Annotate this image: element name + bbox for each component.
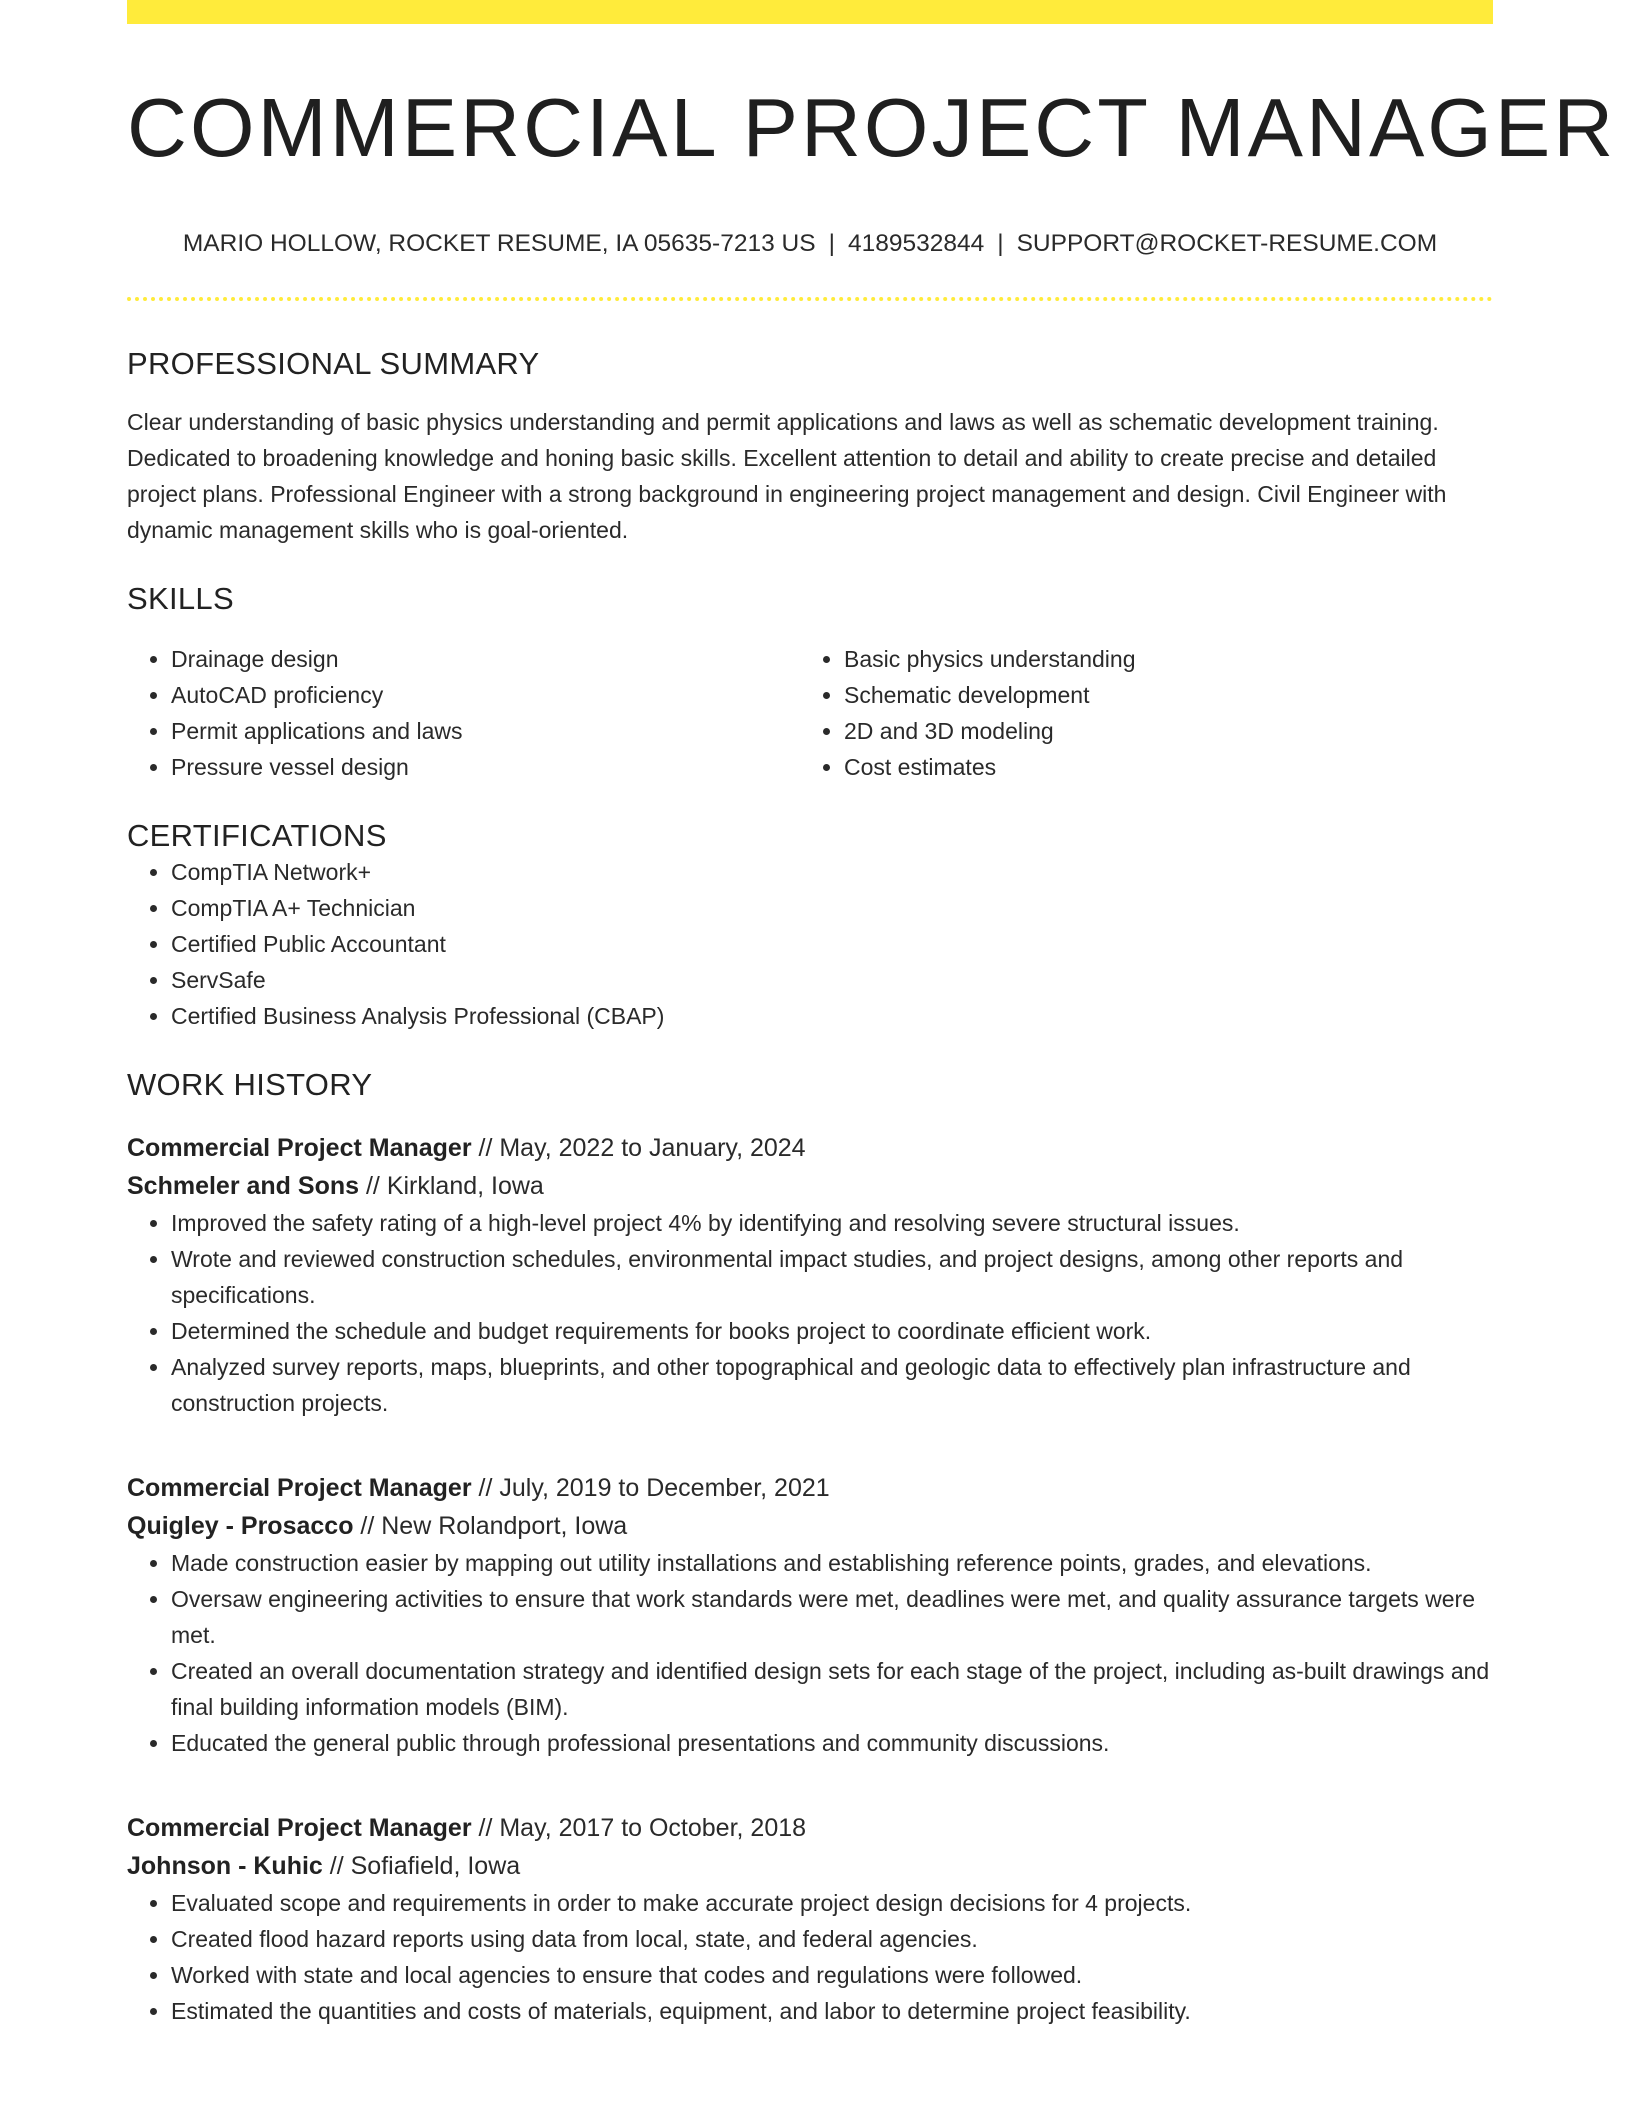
contact-email: SUPPORT@ROCKET-RESUME.COM bbox=[1016, 230, 1438, 258]
job-entry bbox=[127, 1129, 1493, 1421]
job-title-line bbox=[127, 1809, 1493, 1847]
contact-separator: | bbox=[997, 230, 1004, 258]
job-company-line bbox=[127, 1847, 1493, 1885]
job-dates: // May, 2017 to October, 2018 bbox=[471, 1814, 807, 1843]
accent-bar bbox=[127, 0, 1493, 24]
certification-item: • CompTIA Network+ bbox=[171, 854, 1493, 890]
job-title-line bbox=[127, 1129, 1493, 1167]
certification-item: • CompTIA A+ Technician bbox=[171, 890, 1493, 926]
job-bullet: • Created an overall documentation strategy and identified design sets for each stage of the project, including as-built drawings and final building information models (BIM). bbox=[171, 1653, 1493, 1725]
skills-list bbox=[127, 641, 1493, 785]
job-company: Schmeler and Sons bbox=[127, 1172, 360, 1201]
job-entry bbox=[127, 1809, 1493, 2029]
skill-item: • Cost estimates bbox=[844, 749, 1473, 785]
resume-title: COMMERCIAL PROJECT MANAGER bbox=[127, 81, 1617, 174]
job-bullet: • Worked with state and local agencies to ensure that codes and regulations were followed. bbox=[171, 1957, 1493, 1993]
job-dates: // July, 2019 to December, 2021 bbox=[471, 1474, 830, 1503]
work-history-heading: WORK HISTORY bbox=[127, 1067, 373, 1103]
job-bullets bbox=[127, 1205, 1493, 1421]
job-company: Quigley - Prosacco bbox=[127, 1512, 354, 1541]
job-bullet: • Analyzed survey reports, maps, blueprints, and other topographical and geologic data to effectively plan infrastructure and construction projects. bbox=[171, 1349, 1493, 1421]
job-bullet: • Educated the general public through professional presentations and community discussions. bbox=[171, 1725, 1493, 1761]
skills-column-right bbox=[800, 641, 1473, 785]
job-bullets bbox=[127, 1885, 1493, 2029]
skills-column-left bbox=[127, 641, 800, 785]
skill-item: • Permit applications and laws bbox=[171, 713, 800, 749]
job-location: // Sofiafield, Iowa bbox=[322, 1852, 521, 1881]
contact-separator: | bbox=[828, 230, 835, 258]
job-bullet: • Improved the safety rating of a high-level project 4% by identifying and resolving severe structural issues. bbox=[171, 1205, 1493, 1241]
certifications-list bbox=[127, 854, 1493, 1034]
skill-item: • AutoCAD proficiency bbox=[171, 677, 800, 713]
job-company-line bbox=[127, 1167, 1493, 1205]
job-location: // Kirkland, Iowa bbox=[359, 1172, 544, 1201]
skill-item: • Pressure vessel design bbox=[171, 749, 800, 785]
certification-item: • Certified Business Analysis Professional (CBAP) bbox=[171, 998, 1493, 1034]
job-title-line bbox=[127, 1469, 1493, 1507]
contact-phone: 4189532844 bbox=[847, 230, 985, 258]
resume-page bbox=[127, 0, 1617, 2029]
job-bullets bbox=[127, 1545, 1493, 1761]
job-entry bbox=[127, 1469, 1493, 1761]
job-bullet: • Oversaw engineering activities to ensure that work standards were met, deadlines were met, and quality assurance targets were met. bbox=[171, 1581, 1493, 1653]
job-bullet: • Wrote and reviewed construction schedules, environmental impact studies, and project designs, among other reports and specifications. bbox=[171, 1241, 1493, 1313]
header-divider bbox=[127, 297, 1493, 301]
certification-item: • Certified Public Accountant bbox=[171, 926, 1493, 962]
contact-info bbox=[127, 229, 1493, 258]
skill-item: • Basic physics understanding bbox=[844, 641, 1473, 677]
certification-item: • ServSafe bbox=[171, 962, 1493, 998]
job-bullet: • Estimated the quantities and costs of materials, equipment, and labor to determine project feasibility. bbox=[171, 1993, 1493, 2029]
job-title: Commercial Project Manager bbox=[127, 1134, 472, 1163]
job-bullet: • Created flood hazard reports using data from local, state, and federal agencies. bbox=[171, 1921, 1493, 1957]
skill-item: • 2D and 3D modeling bbox=[844, 713, 1473, 749]
job-dates: // May, 2022 to January, 2024 bbox=[471, 1134, 806, 1163]
job-company-line bbox=[127, 1507, 1493, 1545]
job-company: Johnson - Kuhic bbox=[127, 1852, 323, 1881]
contact-address: MARIO HOLLOW, ROCKET RESUME, IA 05635-7213 US bbox=[182, 230, 816, 258]
job-bullet: • Made construction easier by mapping out utility installations and establishing reference points, grades, and elevations. bbox=[171, 1545, 1493, 1581]
skill-item: • Schematic development bbox=[844, 677, 1473, 713]
certifications-heading: CERTIFICATIONS bbox=[127, 817, 387, 853]
job-bullet: • Determined the schedule and budget requirements for books project to coordinate efficient work. bbox=[171, 1313, 1493, 1349]
skill-item: • Drainage design bbox=[171, 641, 800, 677]
job-title: Commercial Project Manager bbox=[127, 1814, 472, 1843]
skills-heading: SKILLS bbox=[127, 580, 234, 616]
job-bullet: • Evaluated scope and requirements in order to make accurate project design decisions for 4 projects. bbox=[171, 1885, 1493, 1921]
summary-text: Clear understanding of basic physics understanding and permit applications and laws as well as schematic development training. Dedicated to broadening knowledge and honing basic skills. Excellent attention to detail and ability to create precise and detailed project plans. Professional Engineer with a strong background in engineering project management and design. Civil Engineer with dynamic management skills who is goal-oriented. bbox=[127, 408, 1447, 543]
job-location: // New Rolandport, Iowa bbox=[353, 1512, 628, 1541]
job-title: Commercial Project Manager bbox=[127, 1474, 472, 1503]
summary-heading: PROFESSIONAL SUMMARY bbox=[127, 345, 540, 381]
